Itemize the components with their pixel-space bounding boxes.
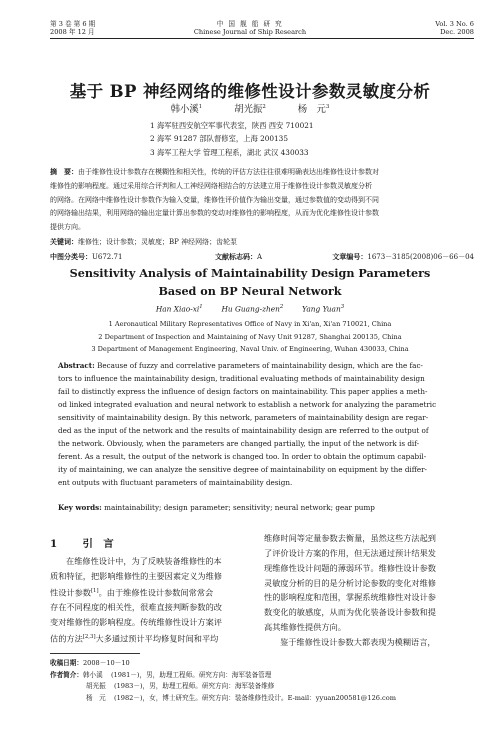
header-journal: 中 国 舰 船 研 究 Chinese Journal of Ship Research <box>193 20 307 37</box>
abstract-en-label: Abstract: <box>58 361 95 370</box>
affiliation-cn: 2 海军 91287 部队督修室，上海 200135 <box>150 134 288 144</box>
authors-cn: 韩小溪$^1$ 胡光振$^2$ 杨 元$^3$ <box>170 103 330 115</box>
author-cn: 胡光振 <box>234 104 263 115</box>
body-column-right: 维修时间等定量参数去衡量，虽然这些方法起到 了评价设计方案的作用，但无法通过预计结果发 现维修性设计问题的薄弱环节。维修性设计参数 灵敏度分析的目的是分析讨论参数的变化对维修 性的影响程度和范围，掌握系统维修性对设计参 数变化的敏感度，从而为优化装备设计参数和提 高其维修性提供方向。 鉴于维修性设计参数大都表现为模糊语言， <box>264 533 436 647</box>
author-cn: 韩小溪 <box>170 104 199 115</box>
affiliation-cn: 1 海军驻西安航空军事代表室，陕西 西安 710021 <box>150 121 314 130</box>
header-rule <box>50 38 474 39</box>
header-volume: Vol. 3 No. 6 Dec. 2008 <box>435 20 474 37</box>
section-heading: 1 引 言 <box>50 538 114 550</box>
keywords-cn: 关键词：维修性；设计参数；灵敏度；BP 神经网络；齿轮泵 <box>50 236 238 246</box>
affiliation-cn: 3 海军工程大学 管理工程系，湖北 武汉 430033 <box>150 147 309 157</box>
affiliation-en: 2 Department of Inspection and Maintaining of Navy Unit 91287, Shanghai 200135, China <box>98 332 402 341</box>
citation: [2,3] <box>82 633 96 640</box>
footnote: 收稿日期：2008－10－10 作者简介：韩小溪 (1981－)，男，助理工程师。研究方向：海军装备管理 胡光振 (1983－)，男，助理工程师。研究方向：海军装备维修 杨 元 (1982－)，女，博士研究生。研究方向：装备维修性设计。E-mail：yyuan200581@126.com <box>50 659 396 702</box>
author-cn: 杨 元 <box>297 104 326 115</box>
abstract-en: Abstract: Because of fuzzy and correlative parameters of maintainability design, which are the fac- tors to influence the maintainability design, traditional evaluating methods of maintainability design fail to distinctly express the influence of design factors on maintainability. This paper applies a meth- od linked integrated evaluation and neural network to establish a network for analyzing the parametric sensitivity of maintainability design. By this network, parameters of maintainability design are regar- ded as the input of the network and the results of maintainability design are referred to the output of the network. Obviously, when the parameters are changed partially, the input of the network is dif- ferent. As a result, the output of the network is changed too. In order to obtain the optimum capabil- ity of maintaining, we can analyze the sensitive degree of maintainability on equipment by the differ- ent outputs with fluctuant parameters of maintainability design. <box>58 361 437 488</box>
affiliations-en <box>0 318 500 356</box>
keywords-en: Key words: maintainability; design parameter; sensitivity; neural network; gear pump <box>58 503 375 512</box>
footnote-rule <box>50 653 140 654</box>
classification-row: 中图分类号：U672.71 文献标志码：A 文章编号：1673－3185(2008)06－66－04 <box>50 251 474 261</box>
citation: [1] <box>90 587 99 594</box>
abstract-cn: 摘 要：由于维修性设计参数存在模糊性和相关性，传统的评估方法往往很难明确表达出维修性设计参数对 维修性的影响程度。通过采用综合评判和人工神经网络相结合的方法建立用于维修性设计参数灵敏度分析 的网络。在网络中维修性设计参数作为输入变量，维修性评价值作为输出变量，通过参数值的变动得到不同 的网络输出结果，利用网络的输出定量计算出参数的变动对维修性的影响程度，从而为优化维修性设计参数 提供方向。 关键词：维修性；设计参数；灵敏度；BP 神经网络；齿轮泵 中图分类号：U672.71 文献标志码：A 文章编号：1673－3185(2008)06－66－04 <box>50 165 474 264</box>
title-en-line1: Sensitivity Analysis of Maintainability Design Parameters <box>69 266 431 280</box>
authors-en: Han Xiao-$xi^1$ Hu Guang-zhen$^2$ Yang Yuan$^3$ <box>155 304 345 314</box>
header-issue: 第 3 卷 第 6 期 2008 年 12 月 <box>50 20 96 37</box>
body-column-left: 在维修性设计中，为了反映装备维修性的本 质和特征，把影响维修性的主要因素定义为维修 性设计参数[1]。由于维修性设计参数间常常会 存在不同程度的相关性，很难直接判断参数的改 变对维修性的影响程度。传统维修性设计方案评 估的方法[2,3]大多通过预计平均修复时间和平均 <box>50 556 222 644</box>
title-cn: 基于 BP 神经网络的维修性设计参数灵敏度分析 <box>69 82 431 101</box>
affiliation-en: 1 Aeronautical Military Representatives Office of Navy in Xi'an, Xi'an 710021, China <box>108 320 392 328</box>
abstract-cn-label: 摘 要： <box>50 167 78 176</box>
title-en-line2: Based on BP Neural Network <box>158 284 342 298</box>
affiliation-en: 3 Department of Management Engineering, Naval Univ. of Engineering, Wuhan 430033, China <box>91 345 409 354</box>
affiliations-cn <box>150 119 314 159</box>
